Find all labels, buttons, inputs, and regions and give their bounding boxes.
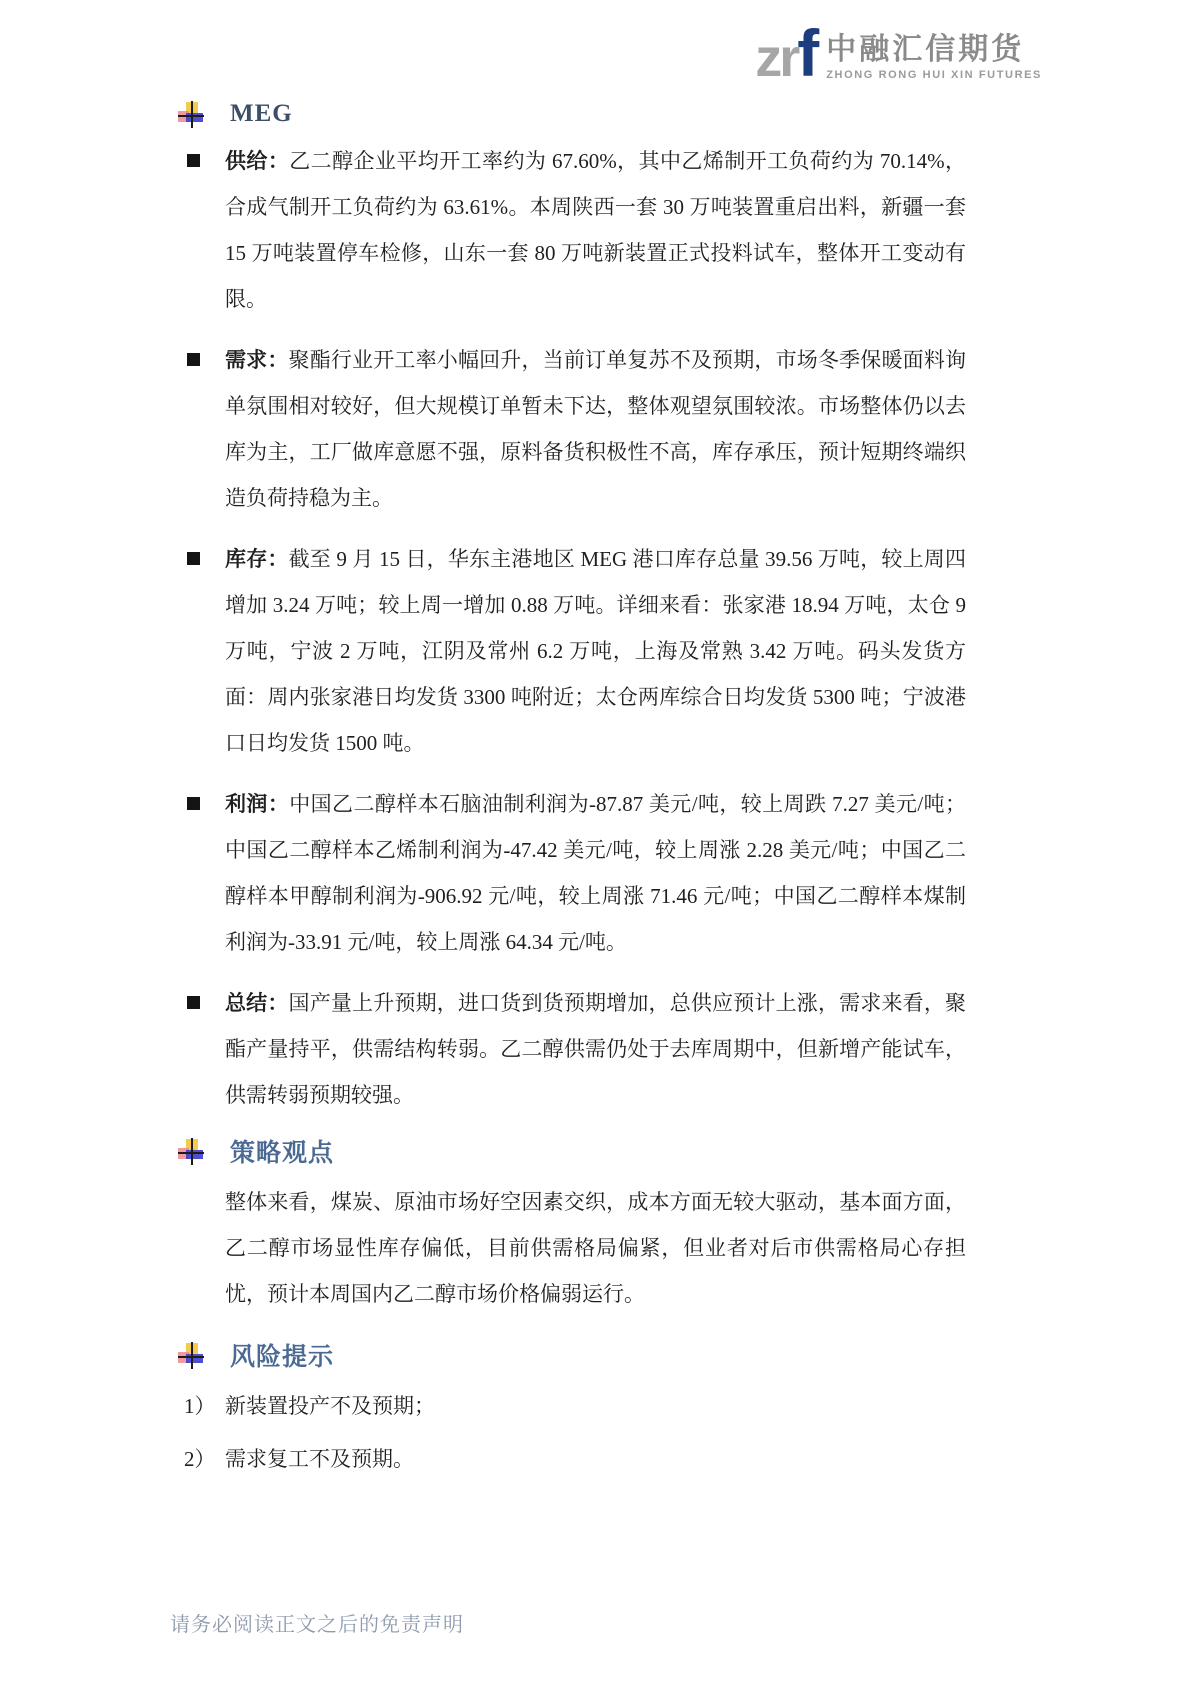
section-heading-strategy (178, 1133, 966, 1169)
zrf-logo-icon (755, 16, 817, 90)
section-title-strategy: 策略观点 (230, 1140, 335, 1167)
strategy-paragraph: 整体来看，煤炭、原油市场好空因素交织，成本方面无较大驱动，基本面方面，乙二醇市场显性库存偏低，目前供需格局偏紧，但业者对后市供需格局心存担忧，预计本周国内乙二醇市场价格偏弱运行。 (225, 1190, 966, 1306)
bullet-demand-text: 聚酯行业开工率小幅回升，当前订单复苏不及预期，市场冬季保暖面料询单氛围相对较好，但大规模订单暂未下达，整体观望氛围较浓。市场整体仍以去库为主，工厂做库意愿不强，原料备货积极性不高，库存承压，预计短期终端织造负荷持稳为主。 (225, 348, 966, 510)
marker-horizontal-line (178, 1152, 204, 1154)
marker-horizontal-line (178, 1356, 204, 1358)
risk-item-2-text: 需求复工不及预期。 (225, 1447, 414, 1471)
company-name-cn: 中融汇信期货 (826, 33, 1025, 67)
bullet-inventory-text: 截至 9 月 15 日，华东主港地区 MEG 港口库存总量 39.56 万吨，较上周四增加 3.24 万吨；较上周一增加 0.88 万吨。详细来看：张家港 18.94 万吨，太仓 9 万吨，宁波 2 万吨，江阴及常州 6.2 万吨，上海及常熟 3.42 万吨。码头发货方面：周内张家港日均发货 3300 吨附近；太仓两库综合日均发货 5300 吨；宁波港口日均发货 1500 吨。 (225, 547, 967, 755)
square-bullet-icon (187, 996, 200, 1009)
logo-letter-f: f (797, 16, 817, 90)
risk-item-2-number: 2） (184, 1447, 216, 1471)
marker-horizontal-line (178, 115, 204, 117)
report-body (170, 96, 966, 1489)
square-bullet-icon (187, 154, 200, 167)
risk-item-1-number: 1） (184, 1394, 216, 1418)
section-title-meg: MEG (230, 100, 293, 127)
section-marker-icon (178, 101, 204, 128)
bullet-inventory (170, 536, 966, 766)
bullet-profit-label: 利润： (225, 792, 290, 816)
bullet-supply-label: 供给： (225, 149, 290, 173)
square-bullet-icon (187, 353, 200, 366)
bullet-profit (170, 781, 966, 965)
bullet-summary-label: 总结： (225, 991, 289, 1015)
footer-disclaimer: 请务必阅读正文之后的免责声明 (170, 1614, 464, 1636)
square-bullet-icon (187, 797, 200, 810)
bullet-demand-label: 需求： (225, 348, 289, 372)
company-name-en: ZHONG RONG HUI XIN FUTURES (826, 69, 1042, 82)
bullet-supply (170, 138, 966, 322)
bullet-profit-text: 中国乙二醇样本石脑油制利润为-87.87 美元/吨，较上周跌 7.27 美元/吨；中国乙二醇样本乙烯制利润为-47.42 美元/吨，较上周涨 2.28 美元/吨；中国乙二醇样本甲醇制利润为-906.92 元/吨，较上周涨 71.46 元/吨；中国乙二醇样本煤制利润为-33.91 元/吨，较上周涨 64.34 元/吨。 (225, 792, 966, 954)
logo-letters-zr: zr (755, 28, 798, 88)
bullet-inventory-label: 库存： (225, 547, 289, 571)
risk-item-2 (170, 1436, 966, 1482)
section-marker-icon (178, 1138, 204, 1165)
company-name-block (826, 33, 1042, 83)
bullet-supply-text: 乙二醇企业平均开工率约为 67.60%，其中乙烯制开工负荷约为 70.14%，合成气制开工负荷约为 63.61%。本周陕西一套 30 万吨装置重启出料，新疆一套 15 万吨装置停车检修，山东一套 80 万吨新装置正式投料试车，整体开工变动有限。 (225, 149, 967, 311)
section-heading-meg (178, 100, 966, 128)
risk-item-1 (170, 1383, 966, 1429)
bullet-demand (170, 337, 966, 521)
section-title-risk: 风险提示 (230, 1344, 335, 1371)
section-heading-risk (178, 1337, 966, 1373)
bullet-summary (170, 980, 966, 1118)
company-logo (755, 16, 1042, 90)
bullet-summary-text: 国产量上升预期，进口货到货预期增加，总供应预计上涨，需求来看，聚酯产量持平，供需结构转弱。乙二醇供需仍处于去库周期中，但新增产能试车，供需转弱预期较强。 (225, 991, 966, 1107)
square-bullet-icon (187, 552, 200, 565)
section-marker-icon (178, 1342, 204, 1369)
risk-item-1-text: 新装置投产不及预期； (225, 1394, 435, 1418)
